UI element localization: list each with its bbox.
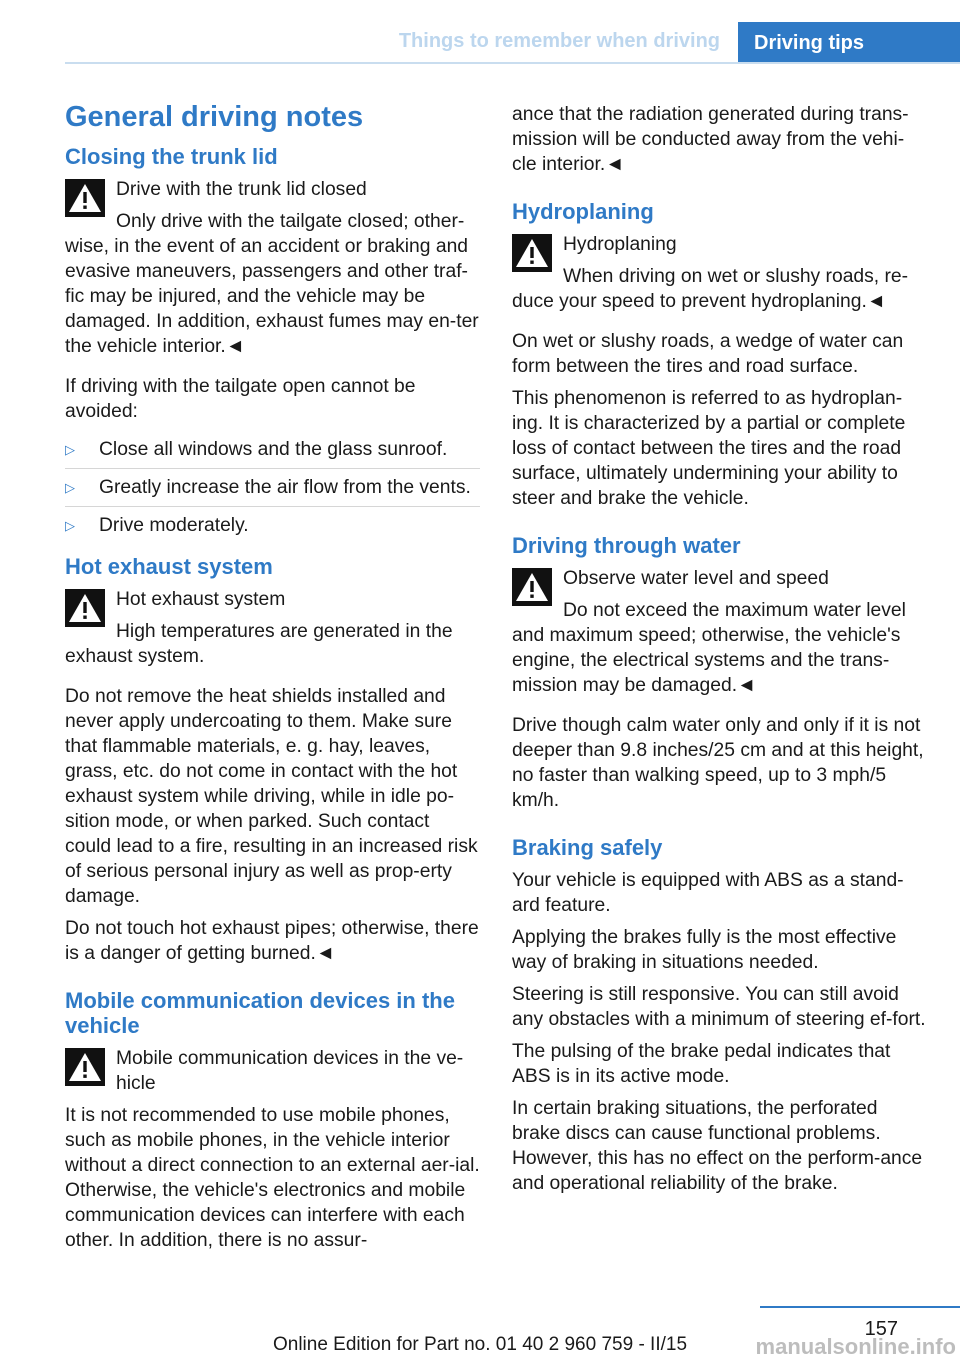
warning-icon [65,179,105,217]
warning-icon [65,589,105,627]
paragraph: Do not remove the heat shields installed and never apply undercoating to them. Make sure that flammable materials, e. g. hay, leaves, grass, etc. do not come in contact with the hot exhaust system while driving, while in idle po-sition mode, or when parked. Such contact could lead to a fire, resulting in an increased risk of serious personal injury as well as prop-erty damage. [65,686,478,907]
warning-icon [512,234,552,272]
page-number: 157 [864,1318,898,1340]
heading-driving-through-water: Driving through water [512,533,741,558]
left-column [65,98,480,1268]
paragraph: Steering is still responsive. You can still avoid any obstacles with a minimum of steering ef-fort. [512,984,926,1030]
list-item [65,507,480,544]
paragraph: On wet or slushy roads, a wedge of water can form between the tires and road surface. [512,331,904,377]
warning-title: Drive with the trunk lid closed [116,179,367,200]
warning-title: Hydroplaning [563,234,677,255]
warning-title: Mobile communication devices in the ve-hicle [116,1048,464,1094]
right-column [512,102,927,1203]
running-header-section: Things to remember when driving [398,30,720,52]
footer-rule [760,1306,960,1308]
warning-trunk [65,177,480,366]
heading-hot-exhaust: Hot exhaust system [65,554,273,579]
chapter-tab[interactable]: Driving tips [738,22,960,64]
paragraph: Do not touch hot exhaust pipes; otherwise, there is a danger of getting burned.◄ [65,918,479,964]
bullet-list [65,431,480,544]
warning-text: High temperatures are generated in the exhaust system. [65,621,453,667]
heading-braking-safely: Braking safely [512,835,663,860]
list-item-text: Drive moderately. [99,515,249,536]
warning-text: Do not exceed the maximum water level and maximum speed; otherwise, the vehicle's engine, the electrical systems and the trans-mission may be damaged.◄ [512,600,906,696]
warning-title: Hot exhaust system [116,589,286,610]
warning-mobile [65,1046,480,1260]
paragraph: This phenomenon is referred to as hydroplan-ing. It is characterized by a partial or complete loss of contact between the tires and the road surface, ultimately undermining your ability to steer and brake the vehicle. [512,388,906,509]
warning-icon [512,568,552,606]
paragraph: ance that the radiation generated during trans-mission will be conducted away from the vehi-cle interior.◄ [512,104,909,175]
warning-text: When driving on wet or slushy roads, re-duce your speed to prevent hydroplaning.◄ [512,266,909,312]
heading-mobile-devices: Mobile communication devices in the vehicle [65,988,455,1038]
paragraph: The pulsing of the brake pedal indicates that ABS is in its active mode. [512,1041,891,1087]
triangle-bullet-icon: ▷ [65,442,75,457]
paragraph: Applying the brakes fully is the most effective way of braking in situations needed. [512,927,897,973]
list-item-text: Greatly increase the air flow from the vents. [99,477,471,498]
edition-footer: Online Edition for Part no. 01 40 2 960 759 - II/15 [272,1334,688,1355]
warning-exhaust [65,587,480,676]
header-rule [65,62,960,64]
warning-water [512,566,927,705]
list-item [65,469,480,507]
triangle-bullet-icon: ▷ [65,518,75,533]
paragraph: If driving with the tailgate open cannot be avoided: [65,376,416,422]
paragraph: In certain braking situations, the perforated brake discs can cause functional problems. However, this has no effect on the perform-ance and operational reliability of the brake. [512,1098,923,1194]
triangle-bullet-icon: ▷ [65,480,75,495]
warning-text: Only drive with the tailgate closed; other-wise, in the event of an accident or braking and evasive maneuvers, passengers and other traf-fic may be injured, and the vehicle may be damaged. In addition, exhaust fumes may en-ter the vehicle interior.◄ [65,211,479,357]
page-title: General driving notes [65,101,364,133]
warning-title: Observe water level and speed [563,568,829,589]
heading-hydroplaning: Hydroplaning [512,199,654,224]
list-item [65,431,480,469]
list-item-text: Close all windows and the glass sunroof. [99,439,448,460]
heading-closing-trunk-lid: Closing the trunk lid [65,144,278,169]
paragraph: Your vehicle is equipped with ABS as a stand-ard feature. [512,870,904,916]
warning-icon [65,1048,105,1086]
warning-text: It is not recommended to use mobile phones, such as mobile phones, in the vehicle interior without a direct connection to an external aer-ial. Otherwise, the vehicle's electronics and mobile communication devices can interfere with each other. In addition, there is no assur- [65,1105,480,1251]
watermark: manualsonline.info [755,1334,956,1359]
paragraph: Drive though calm water only and only if it is not deeper than 9.8 inches/25 cm and at this height, no faster than walking speed, up to 3 mph/5 km/h. [512,715,924,811]
warning-hydroplaning [512,232,927,321]
